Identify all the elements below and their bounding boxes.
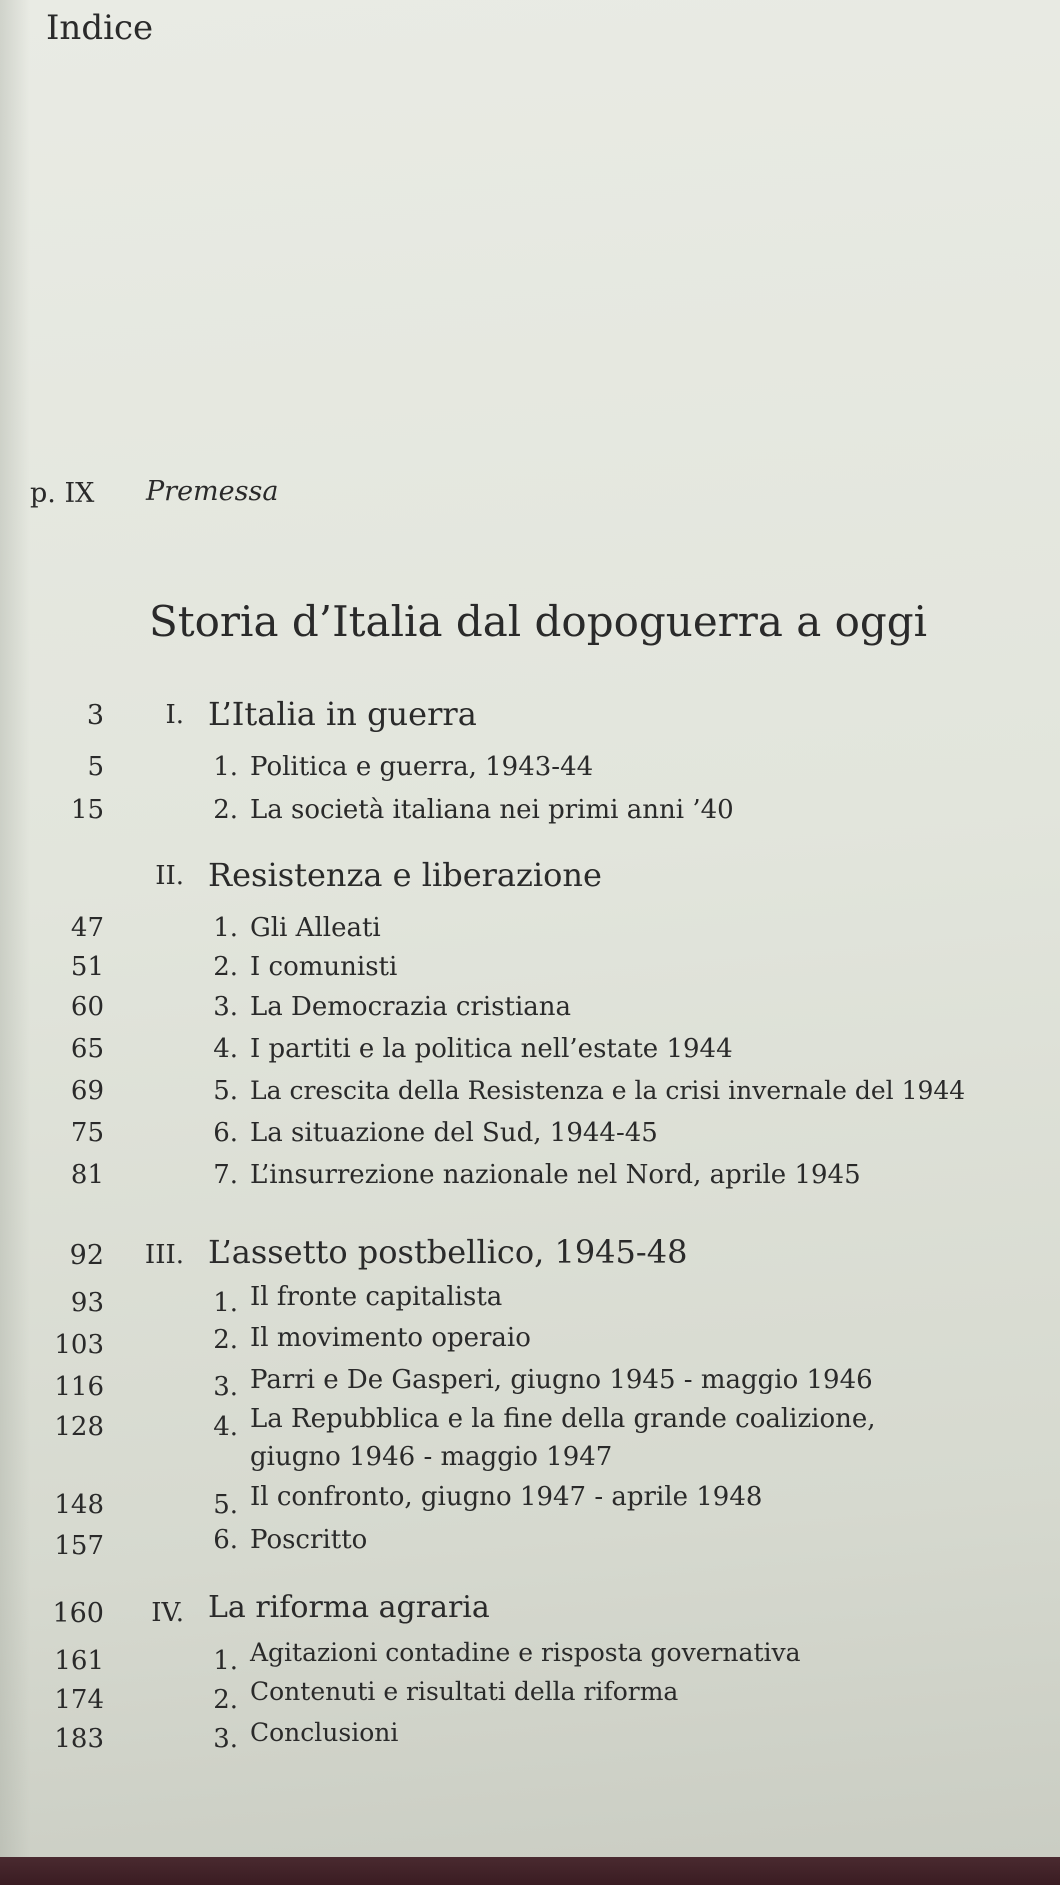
section-title[interactable]: I comunisti	[250, 952, 398, 982]
section-number: 6.	[213, 1525, 238, 1555]
chapter-number: III.	[144, 1240, 184, 1270]
section-page-number: 51	[70, 952, 104, 982]
section-number: 3.	[213, 992, 238, 1022]
section-title[interactable]: La Repubblica e la fine della grande coalizione,	[250, 1404, 876, 1434]
section-title[interactable]: Il confronto, giugno 1947 - aprile 1948	[250, 1482, 763, 1512]
section-page-number: 116	[54, 1372, 104, 1402]
section-number: 1.	[213, 752, 238, 782]
section-number: 1.	[213, 1646, 238, 1676]
section-number: 7.	[213, 1160, 238, 1190]
section-title[interactable]: Contenuti e risultati della riforma	[250, 1677, 679, 1706]
section-page-number: 183	[54, 1724, 104, 1754]
section-title[interactable]: I partiti e la politica nell’estate 1944	[250, 1034, 733, 1064]
premessa-page-number: p. IX	[30, 478, 95, 509]
chapter-title[interactable]: La riforma agraria	[208, 1590, 490, 1625]
section-page-number: 60	[70, 992, 104, 1022]
section-number: 3.	[213, 1372, 238, 1402]
section-number: 2.	[213, 1685, 238, 1715]
section-page-number: 75	[70, 1118, 104, 1148]
chapter-title[interactable]: L’Italia in guerra	[208, 695, 477, 733]
section-title[interactable]: Il movimento operaio	[250, 1323, 531, 1353]
page-header: Indice	[46, 8, 154, 48]
book-title: Storia d’Italia dal dopoguerra a oggi	[149, 597, 928, 646]
section-page-number: 157	[54, 1531, 104, 1561]
section-page-number: 174	[54, 1685, 104, 1715]
section-page-number: 47	[70, 913, 104, 943]
section-title[interactable]: L’insurrezione nazionale nel Nord, aprile 1945	[250, 1160, 861, 1190]
section-number: 6.	[213, 1118, 238, 1148]
premessa-title[interactable]: Premessa	[146, 476, 279, 507]
section-title-continuation[interactable]: giugno 1946 - maggio 1947	[250, 1442, 613, 1472]
chapter-number: II.	[155, 861, 184, 891]
section-page-number: 103	[54, 1330, 104, 1360]
section-page-number: 69	[70, 1076, 104, 1106]
section-page-number: 15	[70, 795, 104, 825]
section-page-number: 161	[54, 1646, 104, 1676]
section-number: 5.	[213, 1076, 238, 1106]
chapter-number: IV.	[151, 1598, 184, 1628]
section-title[interactable]: Gli Alleati	[250, 913, 381, 943]
section-number: 2.	[213, 1325, 238, 1355]
section-title[interactable]: La Democrazia cristiana	[250, 992, 572, 1022]
section-title[interactable]: Agitazioni contadine e risposta governativa	[250, 1638, 801, 1667]
section-number: 2.	[213, 795, 238, 825]
chapter-title[interactable]: L’assetto postbellico, 1945-48	[208, 1233, 688, 1271]
section-page-number: 128	[54, 1412, 104, 1442]
section-page-number: 65	[70, 1034, 104, 1064]
section-number: 1.	[213, 1288, 238, 1318]
chapter-page-number: 92	[69, 1240, 104, 1271]
section-number: 5.	[213, 1490, 238, 1520]
section-title[interactable]: La situazione del Sud, 1944-45	[250, 1118, 658, 1148]
chapter-title[interactable]: Resistenza e liberazione	[208, 856, 602, 894]
book-edge	[0, 1857, 1060, 1885]
section-page-number: 93	[70, 1288, 104, 1318]
section-number: 4.	[213, 1412, 238, 1442]
section-number: 4.	[213, 1034, 238, 1064]
section-page-number: 5	[87, 752, 104, 782]
chapter-page-number: 3	[86, 700, 104, 731]
section-title[interactable]: Parri e De Gasperi, giugno 1945 - maggio 1946	[250, 1365, 873, 1395]
page-shadow	[0, 0, 30, 1857]
section-number: 1.	[213, 913, 238, 943]
section-title[interactable]: La crescita della Resistenza e la crisi invernale del 1944	[250, 1076, 966, 1105]
section-title[interactable]: Poscritto	[250, 1525, 368, 1555]
section-number: 3.	[213, 1724, 238, 1754]
section-page-number: 81	[70, 1160, 104, 1190]
section-title[interactable]: Il fronte capitalista	[250, 1282, 503, 1312]
section-title[interactable]: Politica e guerra, 1943-44	[250, 752, 594, 782]
chapter-number: I.	[165, 700, 184, 730]
chapter-page-number: 160	[52, 1598, 104, 1629]
section-title[interactable]: La società italiana nei primi anni ’40	[250, 795, 734, 825]
section-number: 2.	[213, 952, 238, 982]
section-title[interactable]: Conclusioni	[250, 1718, 399, 1747]
section-page-number: 148	[54, 1490, 104, 1520]
